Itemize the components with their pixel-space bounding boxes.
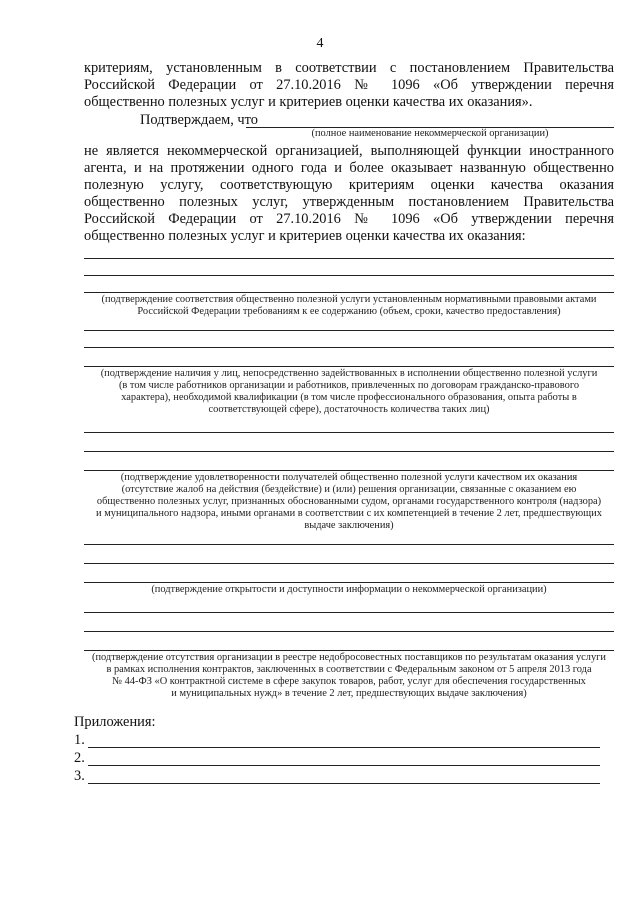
answer-line-5b[interactable]	[84, 631, 614, 632]
answer-line-4c[interactable]	[84, 582, 614, 583]
appendix-title: Приложения:	[74, 714, 156, 730]
page-number: 4	[316, 36, 324, 51]
answer-line-5c[interactable]	[84, 650, 614, 651]
caption-3-line-3: общественно полезных услуг, признанных обоснованными судом, органами государственного контроля (надзора)	[96, 496, 602, 507]
answer-line-2c[interactable]	[84, 366, 614, 367]
caption-3-line-1: (подтверждение удовлетворенности получателей общественно полезной услуги качеством их оказания	[120, 472, 578, 483]
appendix-item-1-number: 1.	[74, 732, 85, 748]
intro-line-2: Российской Федерации от 27.10.2016 № 1096 «Об утверждении перечня	[84, 77, 614, 93]
answer-line-3a[interactable]	[84, 432, 614, 433]
caption-2-line-3: характера), необходимой квалификации (в том числе профессионального образования, опыта работы в	[121, 392, 577, 403]
appendix-item-3-field[interactable]	[88, 783, 600, 784]
caption-5-line-2: в рамках исполнения контрактов, заключенных в соответствии с Федеральным законом от 5 апреля 2013 года	[106, 664, 592, 675]
intro-line-1: критериям, установленным в соответствии с постановлением Правительства	[84, 60, 614, 76]
caption-2-line-2: (в том числе работников организации и работников, привлеченных по договорам гражданско-правового	[118, 380, 580, 391]
appendix-item-2-field[interactable]	[88, 765, 600, 766]
appendix-item-1-field[interactable]	[88, 747, 600, 748]
answer-line-1a[interactable]	[84, 258, 614, 259]
org-name-caption: (полное наименование некоммерческой организации)	[311, 128, 549, 139]
confirm-prefix: Подтверждаем, что	[140, 112, 258, 128]
body-line-5: Российской Федерации от 27.10.2016 № 1096 «Об утверждении перечня	[84, 211, 614, 227]
body-line-6: общественно полезных услуг и критериев оценки качества их оказания:	[84, 228, 526, 244]
caption-4-line-1: (подтверждение открытости и доступности информации о некоммерческой организации)	[151, 584, 547, 595]
body-line-4: общественно полезных услуг, утвержденным постановлением Правительства	[84, 194, 614, 210]
caption-3-line-4: и муниципального надзора, иными органами в соответствии с их компетенцией в течение 2 лет, предшествующих	[96, 508, 602, 519]
appendix-item-3-number: 3.	[74, 768, 85, 784]
caption-2-line-1: (подтверждение наличия у лиц, непосредственно задействованных в исполнении общественно полезной услуги	[100, 368, 598, 379]
caption-3-line-2: (отсутствие жалоб на действия (бездействие) и (или) решения организации, связанные с оказанием ею	[121, 484, 577, 495]
caption-1-line-1: (подтверждение соответствия общественно полезной услуги установленным нормативными правовыми актами	[101, 294, 597, 305]
body-line-3: полезную услугу, соответствующую критериям оценки качества оказания	[84, 177, 614, 193]
intro-line-3: общественно полезных услуг и критериев оценки качества их оказания».	[84, 94, 533, 110]
answer-line-1c[interactable]	[84, 292, 614, 293]
caption-5-line-3: № 44-ФЗ «О контрактной системе в сфере закупок товаров, работ, услуг для обеспечения государственных	[112, 676, 586, 687]
appendix-item-2-number: 2.	[74, 750, 85, 766]
caption-2-line-4: соответствующей сфере), достаточность количества таких лиц)	[208, 404, 490, 415]
answer-line-2a[interactable]	[84, 330, 614, 331]
caption-3-line-5: выдаче заключения)	[304, 520, 394, 531]
answer-line-2b[interactable]	[84, 347, 614, 348]
answer-line-1b[interactable]	[84, 275, 614, 276]
caption-5-line-1: (подтверждение отсутствия организации в реестре недобросовестных поставщиков по результатам оказания услуги	[92, 652, 606, 663]
caption-5-line-4: и муниципальных нужд» в течение 2 лет, предшествующих выдаче заключения)	[171, 688, 527, 699]
answer-line-4b[interactable]	[84, 563, 614, 564]
body-line-1: не является некоммерческой организацией, выполняющей функции иностранного	[84, 143, 614, 159]
answer-line-3b[interactable]	[84, 451, 614, 452]
answer-line-5a[interactable]	[84, 612, 614, 613]
body-line-2: агента, и на протяжении одного года и более оказывает названную общественно	[84, 160, 614, 176]
caption-1-line-2: Российской Федерации требованиям к ее содержанию (объем, сроки, качество предоставления)	[137, 306, 561, 317]
answer-line-3c[interactable]	[84, 470, 614, 471]
answer-line-4a[interactable]	[84, 544, 614, 545]
